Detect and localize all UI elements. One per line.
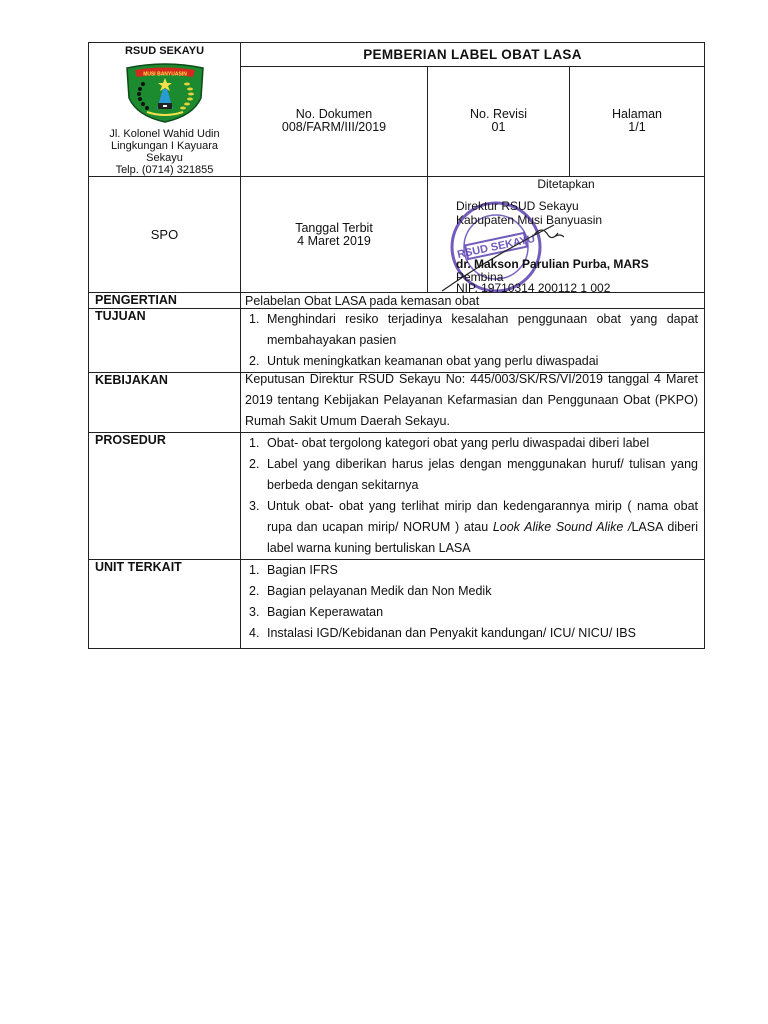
list-item: 1. Bagian IFRS <box>249 563 338 577</box>
document-title: PEMBERIAN LABEL OBAT LASA <box>241 43 705 67</box>
list-item: 2. Bagian pelayanan Medik dan Non Medik <box>249 584 492 598</box>
hospital-logo-icon <box>123 62 207 124</box>
signer-position-1: Direktur RSUD Sekayu <box>456 199 579 213</box>
phone-number: Telp. (0714) 321855 <box>115 164 214 176</box>
signer-nip: NIP. 19710314 200112 1 002 <box>456 281 611 295</box>
no-dokumen-label: No. Dokumen <box>295 107 373 122</box>
address-line-3: Sekayu <box>146 152 183 164</box>
tanggal-terbit-cell <box>241 177 428 293</box>
halaman-label: Halaman <box>611 107 663 122</box>
address-line-2: Lingkungan I Kayuara <box>110 140 219 152</box>
svg-text:MUSI BANYUASIN: MUSI BANYUASIN <box>142 71 187 78</box>
spo-table <box>88 42 705 649</box>
tanggal-terbit-label: Tanggal Terbit <box>295 220 373 235</box>
no-dokumen-cell <box>241 66 428 176</box>
ditetapkan-label: Ditetapkan <box>537 177 595 191</box>
unit-terkait-content <box>241 560 705 649</box>
institution-name: RSUD SEKAYU <box>124 45 205 57</box>
kebijakan-content <box>241 373 705 433</box>
list-item: 2. Label yang diberikan harus jelas dengan menggunakan huruf/ tulisan yang berbeda dengan sekitarnya <box>249 457 698 492</box>
no-revisi-label: No. Revisi <box>470 107 527 122</box>
kebijakan-text: Keputusan Direktur RSUD Sekayu No: 445/003/SK/RS/VI/2019 tanggal 4 Maret 2019 tentang Kebijakan Pelayanan Kefarmasian dan Penggunaan Obat (PKPO) Rumah Sakit Umum Daerah Sekayu. <box>245 372 698 428</box>
pengertian-text: Pelabelan Obat LASA pada kemasan obat <box>241 293 705 309</box>
pengertian-label: PENGERTIAN <box>89 293 241 309</box>
list-item: 4. Instalasi IGD/Kebidanan dan Penyakit kandungan/ ICU/ NICU/ IBS <box>249 626 636 640</box>
halaman-value: 1/1 <box>628 120 646 135</box>
signer-name: dr. Makson Parulian Purba, MARS <box>456 257 649 271</box>
tujuan-content <box>241 309 705 373</box>
signer-position-2: Kabupaten Musi Banyuasin <box>456 213 603 227</box>
halaman-cell <box>570 66 705 176</box>
tujuan-list <box>245 309 698 372</box>
list-item: 2. Untuk meningkatkan keamanan obat yang perlu diwaspadai <box>249 354 599 368</box>
spo-document <box>88 42 704 649</box>
tanggal-terbit-value: 4 Maret 2019 <box>297 233 371 248</box>
tujuan-label: TUJUAN <box>89 309 241 373</box>
no-revisi-cell <box>428 66 570 176</box>
no-dokumen-value: 008/FARM/III/2019 <box>281 120 387 135</box>
kebijakan-label: KEBIJAKAN <box>89 373 241 433</box>
doc-type: SPO <box>150 227 179 242</box>
prosedur-content <box>241 433 705 560</box>
unit-terkait-list <box>245 560 698 644</box>
svg-text:RSUD SEKAYU: RSUD SEKAYU <box>456 232 537 262</box>
list-item: 1. Menghindari resiko terjadinya kesalahan penggunaan obat yang dapat membahayakan pasien <box>249 312 698 347</box>
list-item: 3. Bagian Keperawatan <box>249 605 384 619</box>
unit-terkait-label: UNIT TERKAIT <box>89 560 241 649</box>
signature-cell <box>428 177 705 293</box>
address-line-1: Jl. Kolonel Wahid Udin <box>109 128 220 140</box>
prosedur-label: PROSEDUR <box>89 433 241 560</box>
hospital-identity-cell <box>89 43 241 177</box>
signer-rank: Pembina <box>456 270 504 284</box>
doc-type-cell <box>89 177 241 293</box>
prosedur-list <box>245 433 698 559</box>
list-item: 3. Untuk obat- obat yang terlihat mirip dan kedengarannya mirip ( nama obat rupa dan ucapan mirip/ NORUM ) atau Look Alike Sound Alike /LASA diberi label warna kuning bertuliskan LASA <box>249 499 698 555</box>
list-item: 1. Obat- obat tergolong kategori obat yang perlu diwaspadai diberi label <box>249 436 650 450</box>
no-revisi-value: 01 <box>491 120 506 135</box>
